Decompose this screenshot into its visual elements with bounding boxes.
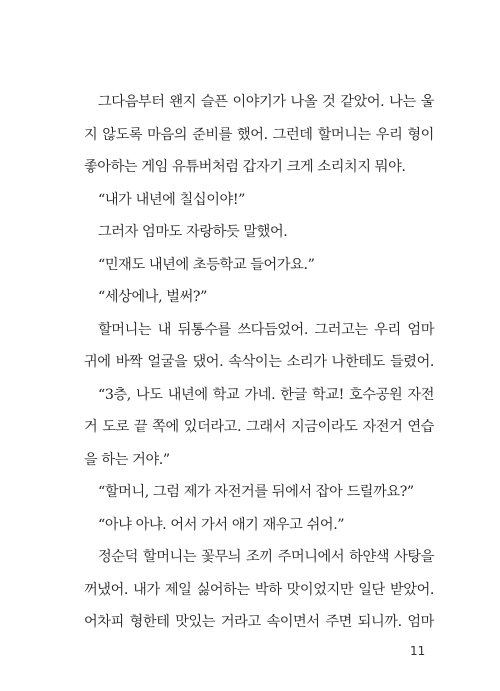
text-line-content: “할머니, 그럼 제가 자전거를 뒤에서 잡아 드릴까요?” (98, 484, 414, 500)
text-line-content: 그러자 엄마도 자랑하듯 말했어. (98, 224, 288, 240)
text-line (84, 482, 434, 515)
text-line-content: 귀에 바짝 얼굴을 댔어. 속삭이는 소리가 나한테도 들렸어. (84, 354, 434, 370)
text-line (84, 580, 434, 613)
text-line (84, 515, 434, 548)
text-line (84, 125, 434, 158)
text-line-content: 정순덕 할머니는 꽃무늬 조끼 주머니에서 하얀색 사탕을 (98, 549, 434, 565)
text-line-content: “아냐 아냐. 어서 가서 애기 재우고 쉬어.” (98, 516, 345, 533)
text-line-content: 어차피 형한테 맛있는 거라고 속이면서 주면 되니까. 엄마 (84, 614, 434, 630)
text-line (84, 222, 434, 255)
text-line (84, 287, 434, 320)
text-line-content: “내가 내년에 칠십이야!” (98, 191, 245, 208)
text-line (84, 385, 434, 418)
text-line-content: “세상에나, 벌써?” (98, 289, 207, 305)
text-line (84, 255, 434, 288)
text-line-content: 좋아하는 게임 유튜버처럼 갑자기 크게 소리치지 뭐야. (84, 159, 406, 175)
text-line-content: 거 도로 끝 쪽에 있더라고. 그래서 지금이라도 자전거 연습 (84, 419, 434, 435)
text-line (84, 320, 434, 353)
text-line (84, 547, 434, 580)
body-text (84, 92, 434, 645)
text-line (84, 92, 434, 125)
text-line-content: “3층, 나도 내년에 학교 가네. 한글 학교! 호수공원 자전 (98, 386, 434, 403)
text-line (84, 417, 434, 450)
text-line-content: 지 않도록 마음의 준비를 했어. 그런데 할머니는 우리 형이 (84, 126, 434, 143)
text-line (84, 450, 434, 483)
text-line-content: 꺼냈어. 내가 제일 싫어하는 박하 맛이었지만 일단 받았어. (84, 581, 434, 598)
page-number: 11 (410, 644, 426, 658)
text-line-content: 그다음부터 왠지 슬픈 이야기가 나올 것 같았어. 나는 울 (98, 94, 434, 110)
text-line (84, 190, 434, 223)
text-line-content: 을 하는 거야.” (84, 451, 170, 468)
text-line-content: 할머니는 내 뒤통수를 쓰다듬었어. 그러고는 우리 엄마 (98, 321, 434, 338)
text-line (84, 352, 434, 385)
text-line (84, 612, 434, 645)
text-line-content: “민재도 내년에 초등학교 들어가요.” (98, 256, 315, 273)
text-line (84, 157, 434, 190)
